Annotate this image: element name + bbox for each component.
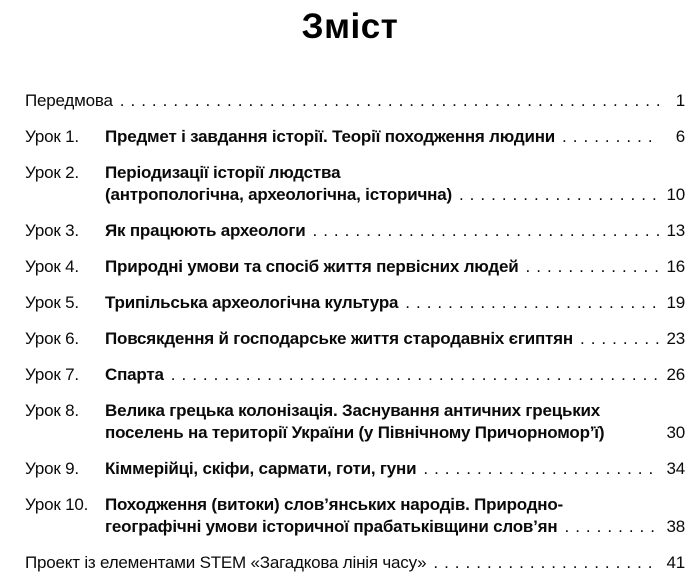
toc-entry-foreword <box>25 90 685 112</box>
page-number: 19 <box>666 293 685 312</box>
dot-leader <box>423 458 660 480</box>
page-number: 38 <box>666 517 685 536</box>
entry-title: Проект із елементами STEM «Загадкова лінія часу» <box>25 553 427 572</box>
toc-entry-lesson-10 <box>25 494 685 538</box>
entry-title-line-1: Велика грецька колонізація. Заснування античних грецьких <box>105 401 601 420</box>
entry-title: Кіммерійці, скіфи, сармати, готи, гуни <box>105 459 417 478</box>
page-number: 41 <box>666 553 685 572</box>
lesson-label: Урок 10. <box>25 495 89 514</box>
toc-entry-stem-project <box>25 552 685 574</box>
toc-entry-lesson-8 <box>25 400 685 444</box>
entry-title-line-1: Походження (витоки) слов’янських народів. Природно- <box>105 495 564 514</box>
dot-leader <box>564 516 660 538</box>
lesson-label: Урок 2. <box>25 163 79 182</box>
entry-title-line-2: географічні умови історичної прабатьківщини слов’ян <box>105 517 558 536</box>
entry-title: Трипільська археологічна культура <box>105 293 399 312</box>
toc-entry-lesson-1 <box>25 126 685 148</box>
page-number: 23 <box>666 329 685 348</box>
dot-leader <box>562 126 660 148</box>
entry-title: Природні умови та спосіб життя первісних людей <box>105 257 519 276</box>
toc-entry-lesson-9 <box>25 458 685 480</box>
page-number: 34 <box>666 459 685 478</box>
lesson-label: Урок 8. <box>25 401 79 420</box>
entry-title: Передмова <box>25 91 113 110</box>
entry-title: Як працюють археологи <box>105 221 306 240</box>
page-number: 16 <box>666 257 685 276</box>
lesson-label: Урок 7. <box>25 365 79 384</box>
entry-title: Спарта <box>105 365 164 384</box>
lesson-label: Урок 5. <box>25 293 79 312</box>
lesson-label: Урок 6. <box>25 329 79 348</box>
lesson-label: Урок 4. <box>25 257 79 276</box>
entry-title-line-2: поселень на території України (у Північному Причорномор’ї) <box>105 423 605 442</box>
entry-title: Повсякдення й господарське життя стародавніх єгиптян <box>105 329 573 348</box>
lesson-label: Урок 1. <box>25 127 79 146</box>
entry-title: Предмет і завдання історії. Теорії походження людини <box>105 127 556 146</box>
page-number: 10 <box>666 185 685 204</box>
page-number: 13 <box>666 221 685 240</box>
dot-leader <box>526 256 660 278</box>
dot-leader <box>580 328 660 350</box>
toc-entry-lesson-7 <box>25 364 685 386</box>
toc-entry-lesson-3 <box>25 220 685 242</box>
page-title: Зміст <box>301 7 399 46</box>
entry-title-line-1: Періодизації історії людства <box>105 163 341 182</box>
toc-entry-lesson-5 <box>25 292 685 314</box>
toc-entry-lesson-6 <box>25 328 685 350</box>
toc-entry-lesson-4 <box>25 256 685 278</box>
page-number: 26 <box>666 365 685 384</box>
dot-leader <box>405 292 660 314</box>
page-number: 30 <box>666 423 685 442</box>
entry-title-line-2: (антропологічна, археологічна, історична) <box>105 185 452 204</box>
dot-leader <box>433 552 660 574</box>
lesson-label: Урок 9. <box>25 459 79 478</box>
page-number: 1 <box>675 91 685 110</box>
dot-leader <box>120 90 660 112</box>
toc-entry-lesson-2 <box>25 162 685 206</box>
lesson-label: Урок 3. <box>25 221 79 240</box>
dot-leader <box>459 184 660 206</box>
dot-leader <box>312 220 660 242</box>
dot-leader <box>171 364 660 386</box>
page-number: 6 <box>675 127 685 146</box>
